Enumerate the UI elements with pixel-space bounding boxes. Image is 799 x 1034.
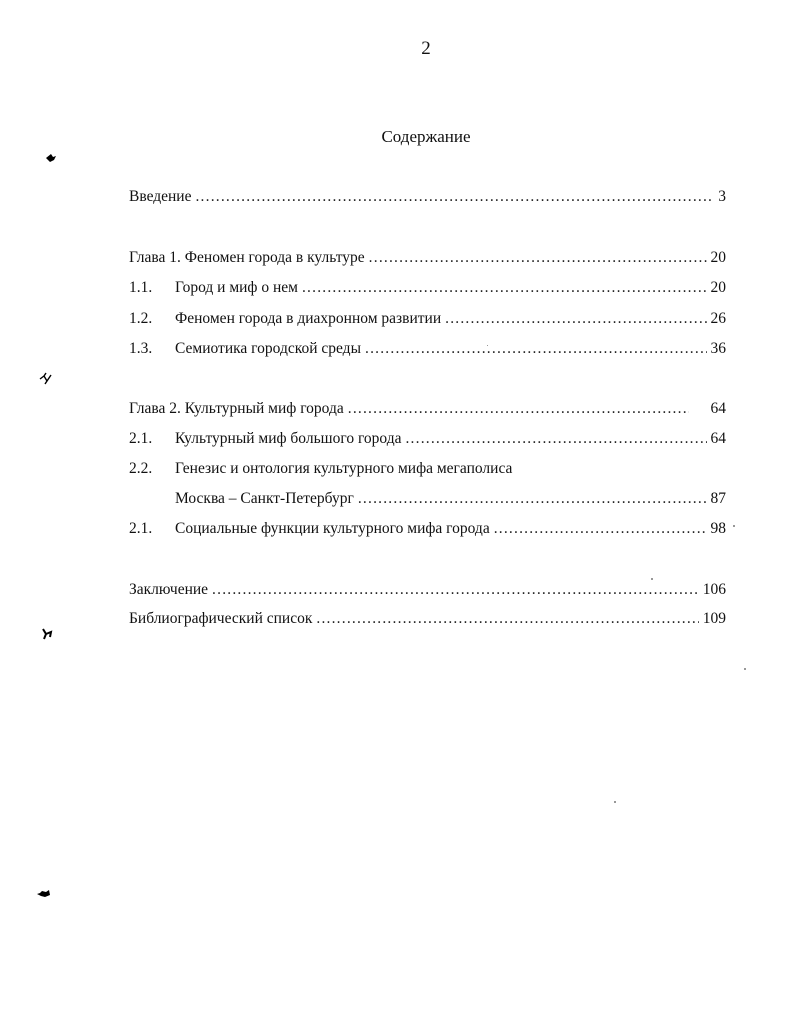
toc-entry-number: 2.1. <box>129 520 153 537</box>
toc-entry-label: Семиотика городской среды <box>175 340 361 357</box>
dot-leader <box>348 400 689 418</box>
toc-entry-page: 26 <box>710 310 726 327</box>
toc-entry-label: Культурный миф большого города <box>175 430 402 447</box>
toc-entry-number: 1.1. <box>129 279 153 296</box>
page-number: 2 <box>421 38 431 59</box>
scan-mark-icon <box>36 888 52 900</box>
scan-speck <box>744 668 746 670</box>
dot-leader <box>445 310 706 328</box>
toc-entry-chapter-2 <box>129 400 726 422</box>
dot-leader <box>405 430 706 448</box>
toc-entry-page: 87 <box>710 490 726 507</box>
toc-entry-label: Социальные функции культурного мифа города <box>175 520 490 537</box>
toc-entry-label: Феномен города в диахронном развитии <box>175 310 442 327</box>
toc-entry-label: Введение <box>129 188 192 205</box>
toc-entry-page: 20 <box>710 279 726 296</box>
scan-mark-icon <box>44 152 58 164</box>
dot-leader <box>365 340 707 358</box>
toc-entry-label: Город и миф о нем <box>175 279 298 296</box>
toc-entry-page: 106 <box>702 581 726 598</box>
toc-entry-number: 2.2. <box>129 460 153 477</box>
toc-entry-section-1-1 <box>129 279 726 301</box>
toc-entry-bibliography <box>129 610 726 632</box>
toc-entry-page: 64 <box>710 430 726 447</box>
toc-entry-label: Генезис и онтология культурного мифа мегаполиса <box>175 460 513 477</box>
dot-leader <box>369 249 707 267</box>
scan-speck <box>614 801 616 803</box>
toc-entry-number: 1.2. <box>129 310 153 327</box>
toc-entry-page: 98 <box>710 520 726 537</box>
toc-entry-label: Заключение <box>129 581 209 598</box>
scan-mark-icon <box>38 372 54 386</box>
toc-entry-page: 20 <box>710 249 726 266</box>
toc-entry-chapter-1 <box>129 249 726 271</box>
toc-entry-section-1-2 <box>129 310 726 332</box>
toc-entry-section-2-2-continued <box>175 490 726 512</box>
dot-leader <box>358 490 707 508</box>
toc-entry-conclusion <box>129 581 726 603</box>
toc-entry-page: 3 <box>718 188 726 205</box>
scan-speck <box>651 578 653 580</box>
scan-speck <box>487 345 488 346</box>
toc-entry-introduction <box>129 188 726 210</box>
toc-entry-section-2-1 <box>129 430 726 452</box>
toc-entry-label: Глава 1. Феномен города в культуре <box>129 249 365 266</box>
toc-title: Содержание <box>381 127 471 146</box>
toc-entry-label: Библиографический список <box>129 610 313 627</box>
dot-leader <box>212 581 699 599</box>
toc-entry-page: 109 <box>702 610 726 627</box>
toc-entry-section-2-3 <box>129 520 726 542</box>
toc-entry-page: 36 <box>710 340 726 357</box>
toc-entry-section-1-3 <box>129 340 726 362</box>
toc-entry-section-2-2 <box>129 460 726 482</box>
toc-entry-page: 64 <box>710 400 726 417</box>
dot-leader <box>316 610 698 628</box>
toc-entry-label: Москва – Санкт-Петербург <box>175 490 354 507</box>
toc-entry-number: 1.3. <box>129 340 153 357</box>
toc-entry-label: Глава 2. Культурный миф города <box>129 400 344 417</box>
dot-leader <box>302 279 707 297</box>
scan-mark-icon <box>40 626 54 642</box>
dot-leader <box>195 188 714 206</box>
dot-leader <box>494 520 707 538</box>
toc-entry-number: 2.1. <box>129 430 153 447</box>
scan-speck <box>733 525 735 527</box>
